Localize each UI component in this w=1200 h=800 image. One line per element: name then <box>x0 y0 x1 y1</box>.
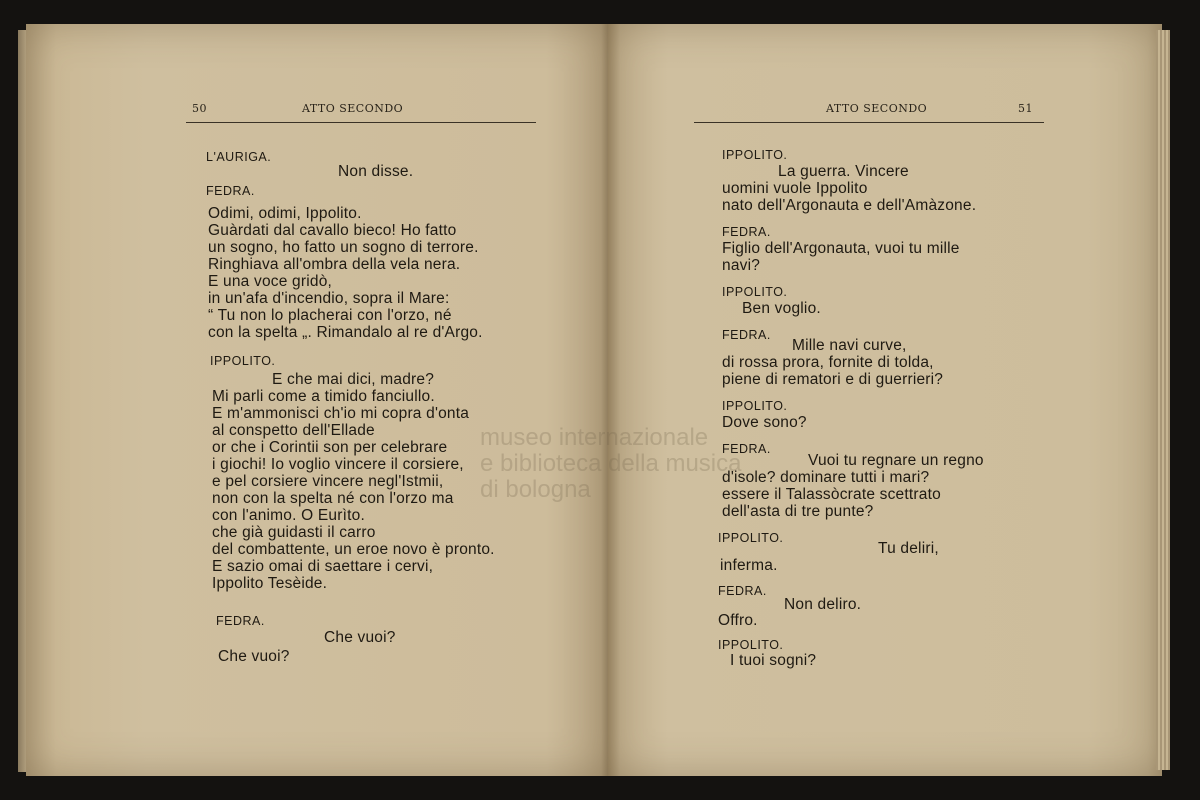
right-page <box>608 24 1162 776</box>
verse-line: Ippolito Tesèide. <box>212 575 328 592</box>
verse-line: Offro. <box>718 612 758 629</box>
verse-line: Non disse. <box>338 163 414 180</box>
verse-line: Non deliro. <box>784 596 862 613</box>
speaker-label: FEDRA. <box>722 225 771 239</box>
verse-line: E sazio omai di saettare i cervi, <box>212 558 434 575</box>
verse-line: dell'asta di tre punte? <box>722 503 874 520</box>
right-page-text <box>608 24 1162 776</box>
verse-line: Che vuoi? <box>324 629 396 646</box>
verse-line: E che mai dici, madre? <box>272 371 435 388</box>
verse-line: Odimi, odimi, Ippolito. <box>208 205 362 222</box>
left-page <box>26 24 608 776</box>
verse-line: uomini vuole Ippolito <box>722 180 868 197</box>
verse-line: non con la spelta né con l'orzo ma <box>212 490 454 507</box>
verse-line: Mi parli come a timido fanciullo. <box>212 388 435 405</box>
speaker-label: FEDRA. <box>722 442 771 456</box>
verse-line: al conspetto dell'Ellade <box>212 422 375 439</box>
verse-line: del combattente, un eroe novo è pronto. <box>212 541 495 558</box>
verse-line: con l'animo. O Eurìto. <box>212 507 365 524</box>
right-page-number: 51 <box>1018 102 1033 115</box>
verse-line: inferma. <box>720 557 778 574</box>
verse-line: che già guidasti il carro <box>212 524 376 541</box>
watermark-line: e biblioteca della musica <box>480 450 742 477</box>
verse-line: di rossa prora, fornite di tolda, <box>722 354 934 371</box>
verse-line: E una voce gridò, <box>208 273 333 290</box>
verse-line: Ringhiava all'ombra della vela nera. <box>208 256 461 273</box>
verse-line: con la spelta „. Rimandalo al re d'Argo. <box>208 324 483 341</box>
verse-line: or che i Corintii son per celebrare <box>212 439 448 456</box>
speaker-label: FEDRA. <box>718 584 767 598</box>
verse-line: I tuoi sogni? <box>730 652 817 669</box>
verse-line: essere il Talassòcrate scettrato <box>722 486 941 503</box>
left-page-text <box>26 24 608 776</box>
verse-line: i giochi! Io voglio vincere il corsiere, <box>212 456 464 473</box>
speaker-label: IPPOLITO. <box>722 285 788 299</box>
speaker-label: L'AURIGA. <box>206 150 272 164</box>
speaker-label: FEDRA. <box>722 328 771 342</box>
left-running-head: ATTO SECONDO <box>302 102 404 115</box>
verse-line: E m'ammonisci ch'io mi copra d'onta <box>212 405 470 422</box>
open-book <box>18 20 1170 782</box>
verse-line: Dove sono? <box>722 414 807 431</box>
verse-line: Figlio dell'Argonauta, vuoi tu mille <box>722 240 960 257</box>
left-page-number: 50 <box>192 102 207 115</box>
speaker-label: IPPOLITO. <box>718 531 784 545</box>
verse-line: Mille navi curve, <box>792 337 907 354</box>
speaker-label: IPPOLITO. <box>210 354 276 368</box>
book-edge-right <box>1156 30 1170 770</box>
verse-line: “ Tu non lo placherai con l'orzo, né <box>208 307 452 324</box>
verse-line: Ben voglio. <box>742 300 821 317</box>
speaker-label: IPPOLITO. <box>722 399 788 413</box>
verse-line: piene di rematori e di guerrieri? <box>722 371 944 388</box>
verse-line: navi? <box>722 257 761 274</box>
verse-line: Guàrdati dal cavallo bieco! Ho fatto <box>208 222 457 239</box>
verse-line: e pel corsiere vincere negl'Istmii, <box>212 473 444 490</box>
verse-line: La guerra. Vincere <box>778 163 909 180</box>
verse-line: nato dell'Argonauta e dell'Amàzone. <box>722 197 977 214</box>
verse-line: un sogno, ho fatto un sogno di terrore. <box>208 239 479 256</box>
speaker-label: FEDRA. <box>206 184 255 198</box>
watermark-line: di bologna <box>480 476 591 503</box>
verse-line: Che vuoi? <box>218 648 290 665</box>
verse-line: Tu deliri, <box>878 540 939 557</box>
speaker-label: IPPOLITO. <box>722 148 788 162</box>
library-watermark <box>480 425 741 503</box>
right-running-head: ATTO SECONDO <box>826 102 928 115</box>
verse-line: d'isole? dominare tutti i mari? <box>722 469 930 486</box>
speaker-label: FEDRA. <box>216 614 265 628</box>
watermark-line: museo internazionale <box>480 424 709 451</box>
speaker-label: IPPOLITO. <box>718 638 784 652</box>
verse-line: in un'afa d'incendio, sopra il Mare: <box>208 290 450 307</box>
verse-line: Vuoi tu regnare un regno <box>808 452 984 469</box>
